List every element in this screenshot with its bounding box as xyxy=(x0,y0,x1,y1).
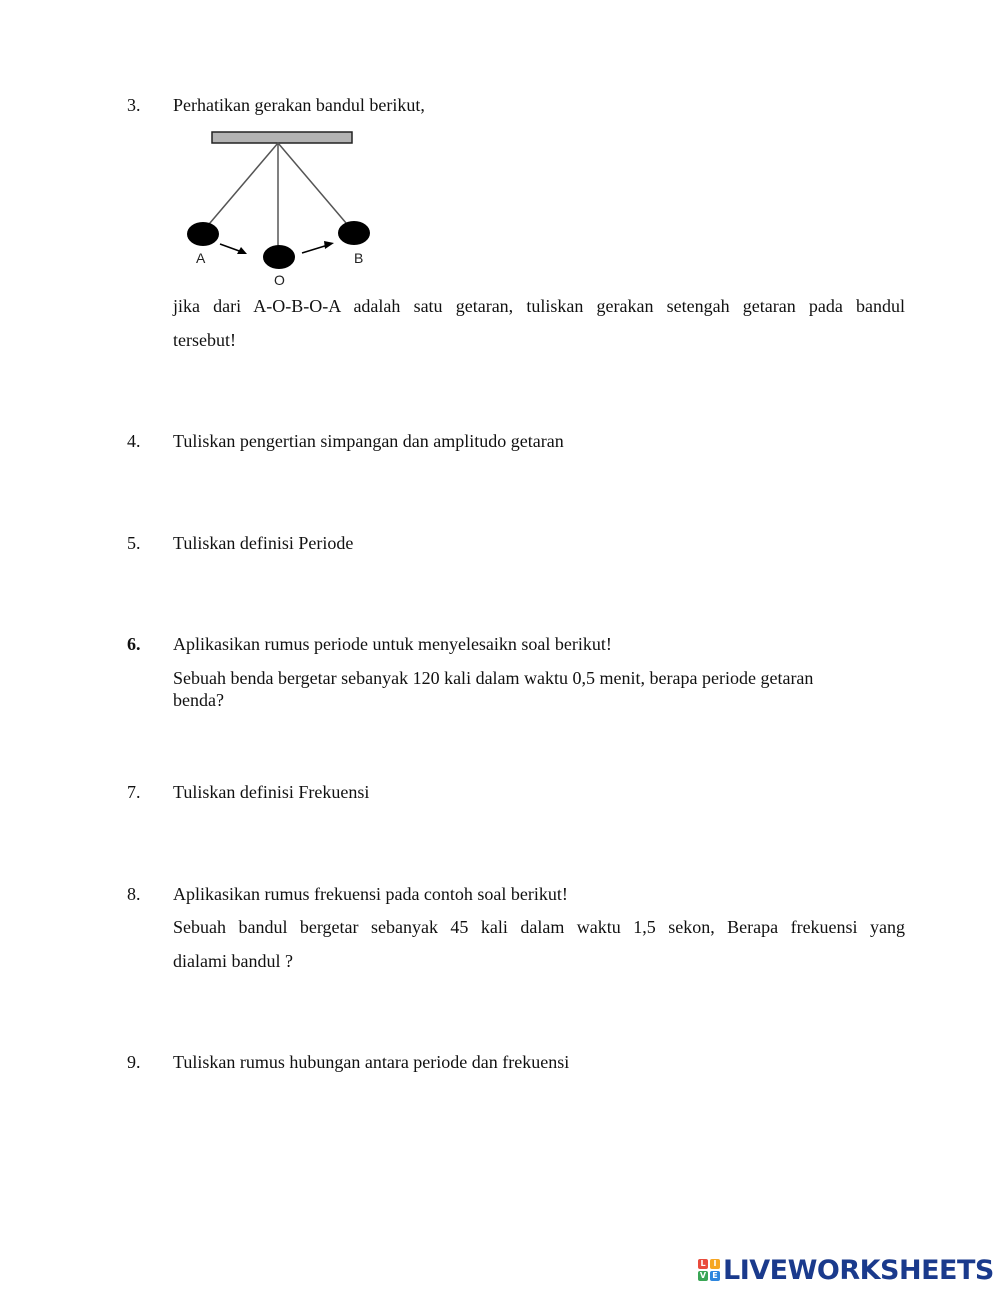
pendulum-string-a xyxy=(204,143,278,230)
question-text-line: Sebuah bandul bergetar sebanyak 45 kali dalam waktu 1,5 sekon, Berapa frekuensi yang xyxy=(173,917,905,937)
question-text: Tuliskan definisi Frekuensi xyxy=(173,782,370,802)
question-text-line: benda? xyxy=(173,690,224,710)
question-text: Aplikasikan rumus periode untuk menyelesaikn soal berikut! xyxy=(173,634,612,654)
question-text-line: tersebut! xyxy=(173,330,236,350)
logo-blocks-icon xyxy=(698,1259,720,1281)
arrow-a-to-o xyxy=(220,244,242,252)
question-number: 3. xyxy=(127,95,141,115)
arrow-o-to-b xyxy=(302,245,328,253)
question-number: 9. xyxy=(127,1052,141,1072)
question-text-line: jika dari A-O-B-O-A adalah satu getaran, tuliskan gerakan setengah getaran pada bandul xyxy=(173,296,905,316)
pendulum-bob-o xyxy=(263,245,295,269)
question-number: 6. xyxy=(127,634,141,654)
question-number: 7. xyxy=(127,782,141,802)
pendulum-support-bar xyxy=(212,132,352,143)
question-text: Tuliskan pengertian simpangan dan amplitudo getaran xyxy=(173,431,564,451)
pendulum-string-b xyxy=(278,143,352,230)
question-text-line: Sebuah benda bergetar sebanyak 120 kali dalam waktu 0,5 menit, berapa periode getaran xyxy=(173,668,814,688)
question-number: 4. xyxy=(127,431,141,451)
pendulum-bob-a xyxy=(187,222,219,246)
liveworksheets-logo xyxy=(698,1255,994,1285)
question-number: 8. xyxy=(127,884,141,904)
question-text: Tuliskan rumus hubungan antara periode dan frekuensi xyxy=(173,1052,570,1072)
logo-block: E xyxy=(710,1271,720,1281)
question-text: Aplikasikan rumus frekuensi pada contoh soal berikut! xyxy=(173,884,568,904)
question-text-line: dialami bandul ? xyxy=(173,951,293,971)
logo-block: I xyxy=(710,1259,720,1269)
question-number: 5. xyxy=(127,533,141,553)
logo-block: L xyxy=(698,1259,708,1269)
logo-text: LIVEWORKSHEETS xyxy=(723,1254,994,1286)
question-text: Perhatikan gerakan bandul berikut, xyxy=(173,95,425,115)
logo-block: V xyxy=(699,1271,707,1280)
label-a: A xyxy=(196,250,206,266)
pendulum-bob-b xyxy=(338,221,370,245)
pendulum-diagram xyxy=(180,126,380,291)
label-b: B xyxy=(354,250,364,266)
label-o: O xyxy=(274,272,285,288)
question-text: Tuliskan definisi Periode xyxy=(173,533,354,553)
arrow-o-to-b-head xyxy=(324,241,334,249)
